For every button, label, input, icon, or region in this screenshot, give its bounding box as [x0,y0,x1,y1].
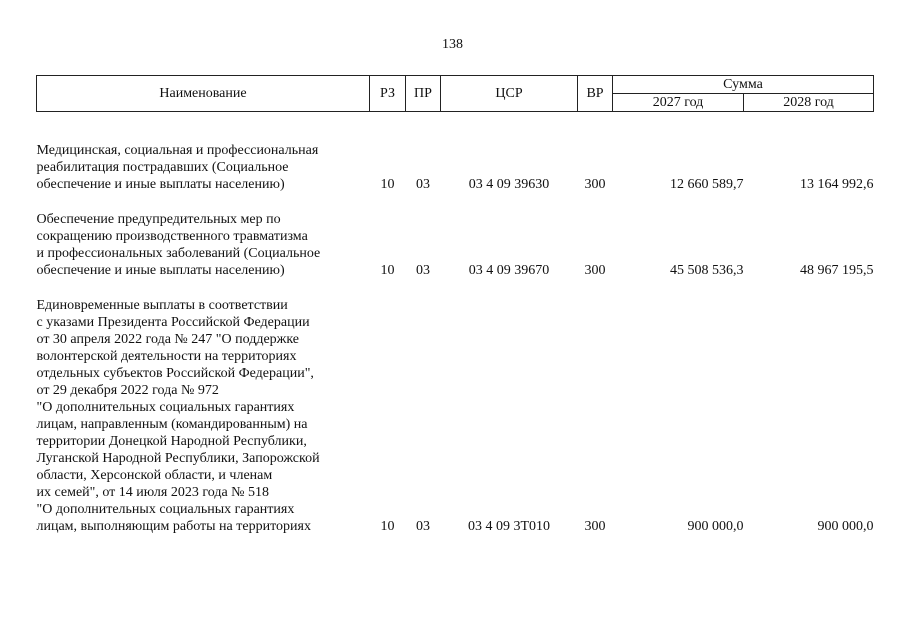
row-sum-2028: 13 164 992,6 [800,177,874,192]
name-line: их семей", от 14 июля 2023 года № 518 [36,485,270,500]
name-line: и профессиональных заболеваний (Социальное [36,246,321,261]
row-name [37,297,370,535]
header-rz: РЗ [370,76,406,112]
header-year-2028: 2028 год [744,94,874,112]
name-line: "О дополнительных социальных гарантиях [36,400,295,415]
name-line: с указами Президента Российской Федерации [36,315,310,330]
header-pr: ПР [406,76,441,112]
name-line: лицам, направленным (командированным) на [36,417,308,432]
name-line: Луганской Народной Республики, Запорожской [36,451,320,466]
row-csr: 03 4 09 3Т010 [467,519,551,534]
row-name [37,142,370,193]
name-line: отдельных субъектов Российской Федерации", [36,366,314,381]
table-row [37,142,874,193]
row-vr: 300 [584,177,606,192]
row-rz: 10 [380,519,395,534]
row-csr: 03 4 09 39630 [468,177,550,192]
row-sum-2027: 45 508 536,3 [670,263,744,278]
name-line: обеспечение и иные выплаты населению) [36,263,285,278]
name-line: реабилитация пострадавших (Социальное [36,160,289,175]
table-row [37,297,874,535]
header-name: Наименование [37,76,370,112]
row-vr: 300 [584,519,606,534]
row-rz: 10 [380,263,395,278]
budget-table [36,75,874,535]
table-row [37,211,874,279]
name-line: Обеспечение предупредительных мер по [36,212,281,227]
row-sum-2027: 900 000,0 [687,519,744,534]
name-line: лицам, выполняющим работы на территориях [36,519,311,534]
header-vr: ВР [578,76,613,112]
row-pr: 03 [416,263,430,278]
row-sum-2028: 48 967 195,5 [800,263,874,278]
row-vr: 300 [584,263,606,278]
name-line: от 29 декабря 2022 года № 972 [36,383,219,398]
name-line: волонтерской деятельности на территориях [36,349,297,364]
name-line: сокращению производственного травматизма [36,229,308,244]
row-pr: 03 [416,519,430,534]
name-line: "О дополнительных социальных гарантиях [36,502,295,517]
row-sum-2028: 900 000,0 [817,519,874,534]
row-sum-2027: 12 660 589,7 [670,177,744,192]
header-year-2027: 2027 год [613,94,744,112]
row-csr: 03 4 09 39670 [468,263,550,278]
row-rz: 10 [380,177,395,192]
row-pr: 03 [416,177,430,192]
name-line: Единовременные выплаты в соответствии [36,298,288,313]
name-line: обеспечение и иные выплаты населению) [36,177,285,192]
name-line: территории Донецкой Народной Республики, [36,434,307,449]
name-line: от 30 апреля 2022 года № 247 "О поддержке [36,332,299,347]
header-sum: Сумма [613,76,874,94]
row-name [37,211,370,279]
page-number: 138 [442,37,463,52]
name-line: Медицинская, социальная и профессиональная [36,143,319,158]
name-line: области, Херсонской области, и членам [36,468,273,483]
header-csr: ЦСР [441,76,578,112]
